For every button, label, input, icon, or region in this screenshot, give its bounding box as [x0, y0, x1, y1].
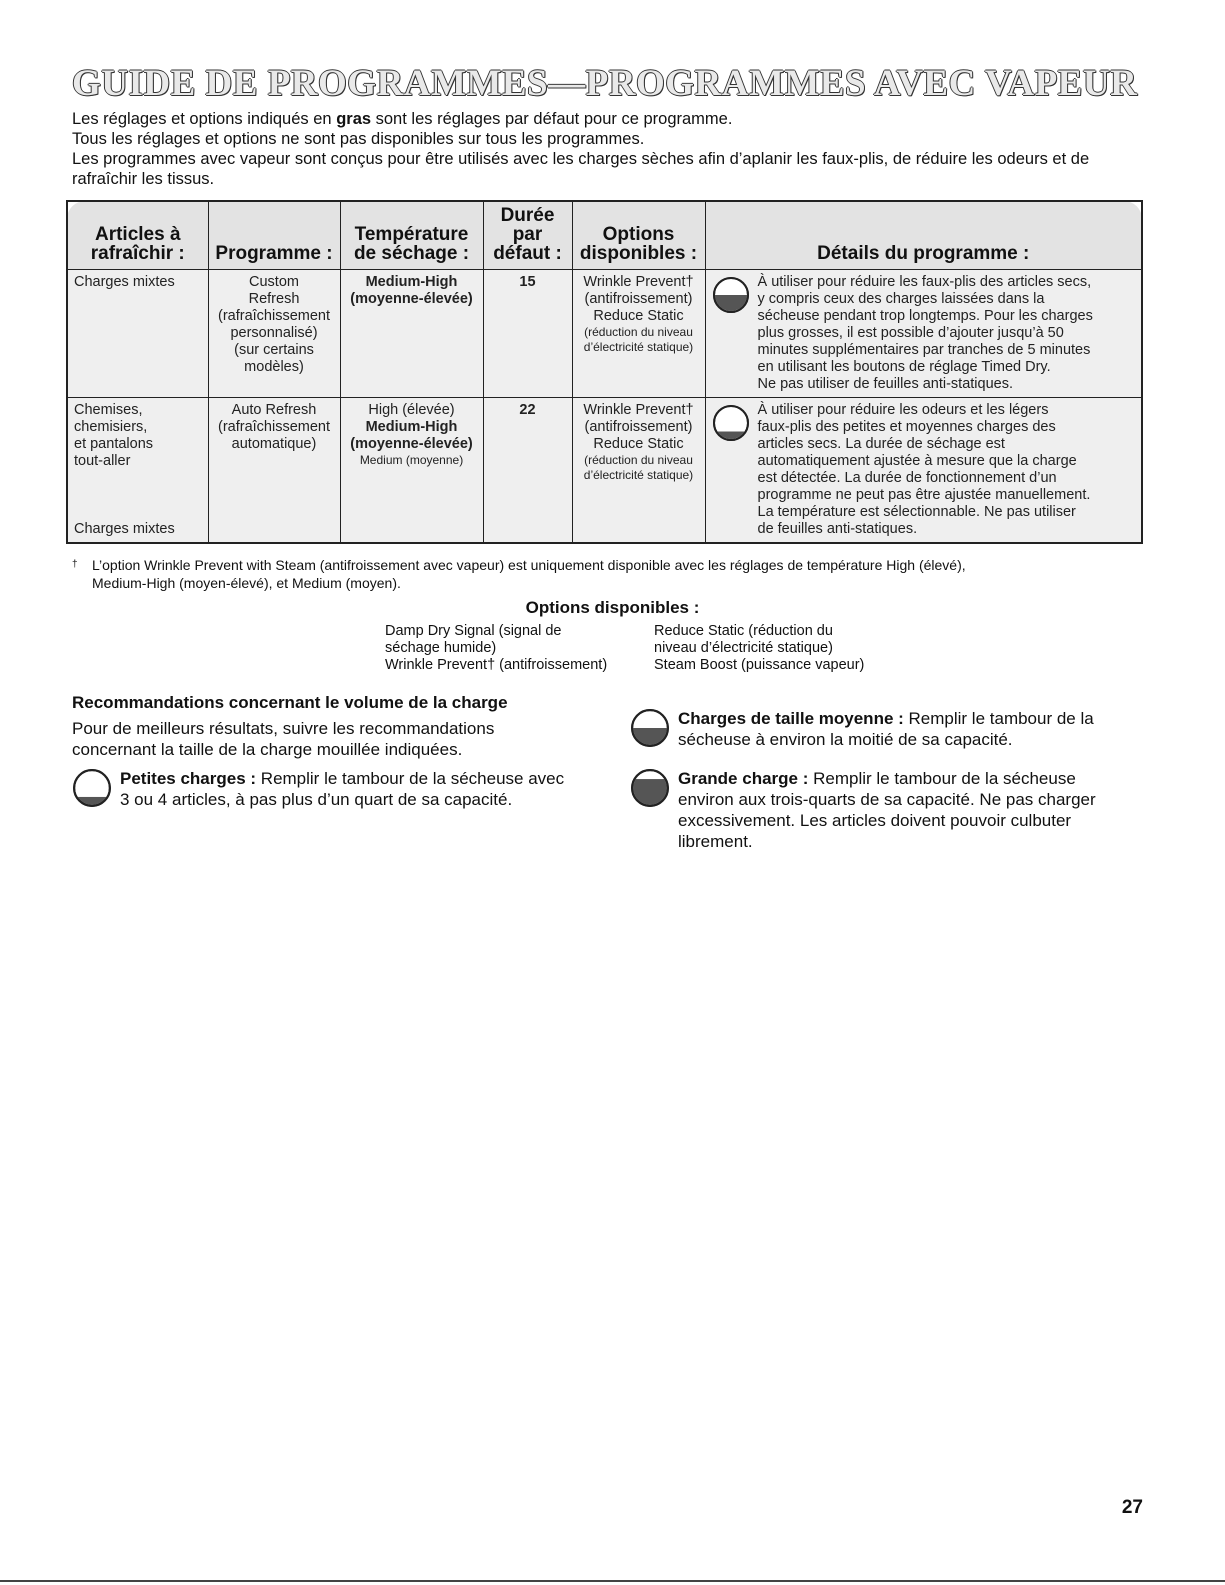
load-large-icon [630, 768, 670, 808]
options-left-column: Damp Dry Signal (signal de séchage humide) Wrinkle Prevent† (antifroissement) [385, 623, 608, 673]
table-header-row [67, 201, 1142, 270]
options-title: Options disponibles : [525, 598, 700, 617]
cell-options: Wrinkle Prevent† (antifroissement) Reduce Static (réduction du niveau d’électricité statique) [572, 270, 705, 398]
load-small-icon [712, 404, 750, 442]
cell-duree: 15 [483, 270, 572, 398]
load-large: Grande charge : Remplir le tambour de la sécheuse environ aux trois-quarts de sa capacité. Ne pas charger excessivement. Les articles doivent pouvoir culbuter librement. [630, 768, 1135, 852]
program-table-wrapper [66, 200, 1141, 544]
program-table [66, 200, 1143, 544]
cell-programme: Auto Refresh (rafraîchissement automatique) [208, 398, 340, 544]
table-row [67, 398, 1142, 544]
cell-temperature: Medium-High (moyenne-élevée) [340, 270, 483, 398]
intro-line-1: Les réglages et options indiqués en gras sont les réglages par défaut pour ce programme. [72, 110, 733, 128]
footnote-line-2: Medium-High (moyen-élevé), et Medium (moyen). [92, 575, 401, 591]
footnote-line-1: L’option Wrinkle Prevent with Steam (antifroissement avec vapeur) est uniquement disponible avec les réglages de température High (élevé), [92, 557, 966, 573]
cell-temperature: High (élevée) Medium-High (moyenne-élevée) Medium (moyenne) [340, 398, 483, 544]
footnote [72, 556, 1152, 592]
options-right-column: Reduce Static (réduction du niveau d’électricité statique) Steam Boost (puissance vapeur) [654, 623, 865, 673]
recommendations-title: Recommandations concernant le volume de la charge [72, 693, 508, 712]
recommendations-text: Pour de meilleurs résultats, suivre les recommandations concernant la taille de la charge mouillée indiquées. [72, 719, 495, 759]
intro-text [72, 109, 1152, 189]
bottom-rule [0, 1580, 1225, 1582]
cell-options: Wrinkle Prevent† (antifroissement) Reduce Static (réduction du niveau d’électricité statique) [572, 398, 705, 544]
header-duree: Durée par défaut : [483, 201, 572, 270]
load-medium-icon [712, 276, 750, 314]
cell-details: À utiliser pour réduire les odeurs et les légers faux-plis des petites et moyennes charges des articles secs. La durée de séchage est automatiquement ajustée à mesure que la charge est détectée. La durée de fonctionnement d’un programme ne peut pas être ajustée manuellement. La température est sélectionnable. Ne pas utiliser de feuilles anti-statiques. [705, 398, 1142, 544]
load-small-icon [72, 768, 112, 808]
cell-articles: Charges mixtes [67, 270, 208, 398]
page-title: GUIDE DE PROGRAMMES—PROGRAMMES AVEC VAPEUR [72, 63, 1138, 104]
header-options: Options disponibles : [572, 201, 705, 270]
intro-line-2: Tous les réglages et options ne sont pas disponibles sur tous les programmes. [72, 130, 645, 148]
cell-duree: 22 [483, 398, 572, 544]
header-details: Détails du programme : [705, 201, 1142, 270]
load-medium-icon [630, 708, 670, 748]
cell-programme: Custom Refresh (rafraîchissement personnalisé) (sur certains modèles) [208, 270, 340, 398]
load-small: Petites charges : Remplir le tambour de la sécheuse avec 3 ou 4 articles, à pas plus d’un quart de sa capacité. [72, 768, 577, 810]
footnote-mark: † [72, 559, 78, 570]
load-medium: Charges de taille moyenne : Remplir le tambour de la sécheuse à environ la moitié de sa capacité. [630, 708, 1135, 750]
cell-details: À utiliser pour réduire les faux-plis des articles secs, y compris ceux des charges laissées dans la sécheuse pendant trop longtemps. Pour les charges plus grosses, il est possible d’ajouter jusqu’à 50 minutes supplémentaires par tranches de 5 minutes en utilisant les boutons de réglage Timed Dry. Ne pas utiliser de feuilles anti-statiques. [705, 270, 1142, 398]
header-programme: Programme : [208, 201, 340, 270]
header-temperature: Température de séchage : [340, 201, 483, 270]
intro-line-3: Les programmes avec vapeur sont conçus pour être utilisés avec les charges sèches afin d’aplanir les faux-plis, de réduire les odeurs et de rafraîchir les tissus. [72, 150, 1090, 188]
page-number: 27 [1121, 1497, 1143, 1518]
header-articles: Articles à rafraîchir : [67, 201, 208, 270]
cell-articles: Chemises, chemisiers, et pantalons tout-aller Charges mixtes [67, 398, 208, 544]
table-row [67, 270, 1142, 398]
